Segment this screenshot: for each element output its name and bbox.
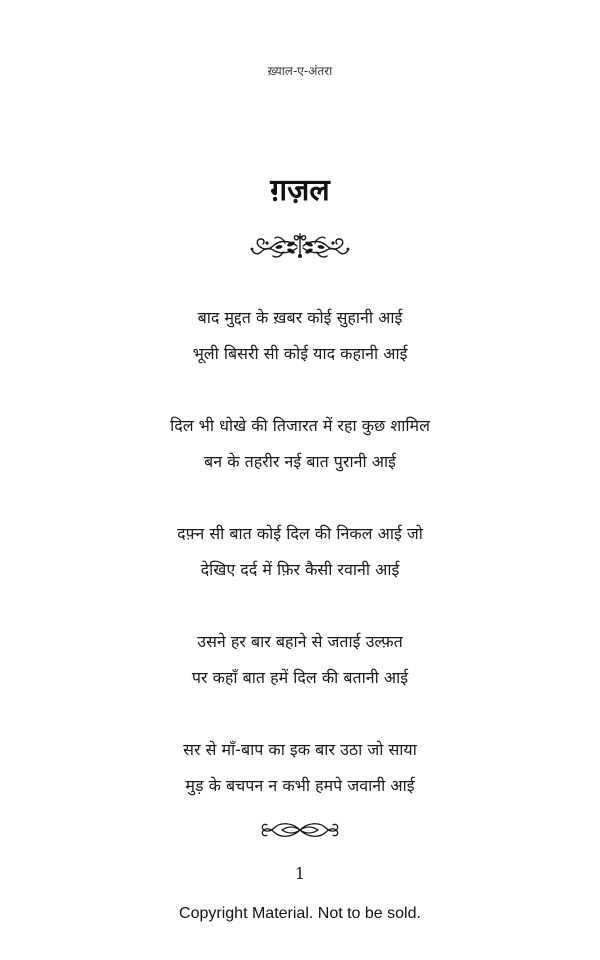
couplet-line: सर से माँ-बाप का इक बार उठा जो साया bbox=[183, 740, 417, 759]
couplet-line: देखिए दर्द में फ़िर कैसी रवानी आई bbox=[200, 560, 400, 579]
couplet-line: बन के तहरीर नई बात पुरानी आई bbox=[204, 452, 396, 471]
stanza-1 bbox=[0, 300, 600, 372]
stanza-5 bbox=[0, 732, 600, 804]
running-head: ख़्याल-ए-अंतरा bbox=[267, 64, 333, 78]
couplet-line: बाद मुद्दत के ख़बर कोई सुहानी आई bbox=[197, 308, 403, 327]
couplet-line: उसने हर बार बहाने से जताई उल्फ़त bbox=[197, 632, 403, 651]
couplet-line: मुड़ के बचपन न कभी हमपे जवानी आई bbox=[185, 776, 415, 795]
page-number: 1 bbox=[294, 864, 306, 883]
copyright-notice: Copyright Material. Not to be sold. bbox=[179, 905, 421, 922]
scroll-flourish-icon bbox=[260, 818, 340, 842]
poem-title: ग़ज़ल bbox=[270, 173, 330, 208]
couplet-line: भूली बिसरी सी कोई याद कहानी आई bbox=[192, 344, 408, 363]
couplet-line: पर कहाँ बात हमें दिल की बतानी आई bbox=[191, 668, 409, 687]
stanza-4 bbox=[0, 624, 600, 696]
poem-body bbox=[0, 300, 600, 840]
couplet-line: दफ़्न सी बात कोई दिल की निकल आई जो bbox=[177, 524, 423, 543]
couplet-line: दिल भी धोखे की तिजारत में रहा कुछ शामिल bbox=[170, 416, 430, 435]
floral-divider-icon bbox=[247, 226, 353, 262]
stanza-2 bbox=[0, 408, 600, 480]
stanza-3 bbox=[0, 516, 600, 588]
